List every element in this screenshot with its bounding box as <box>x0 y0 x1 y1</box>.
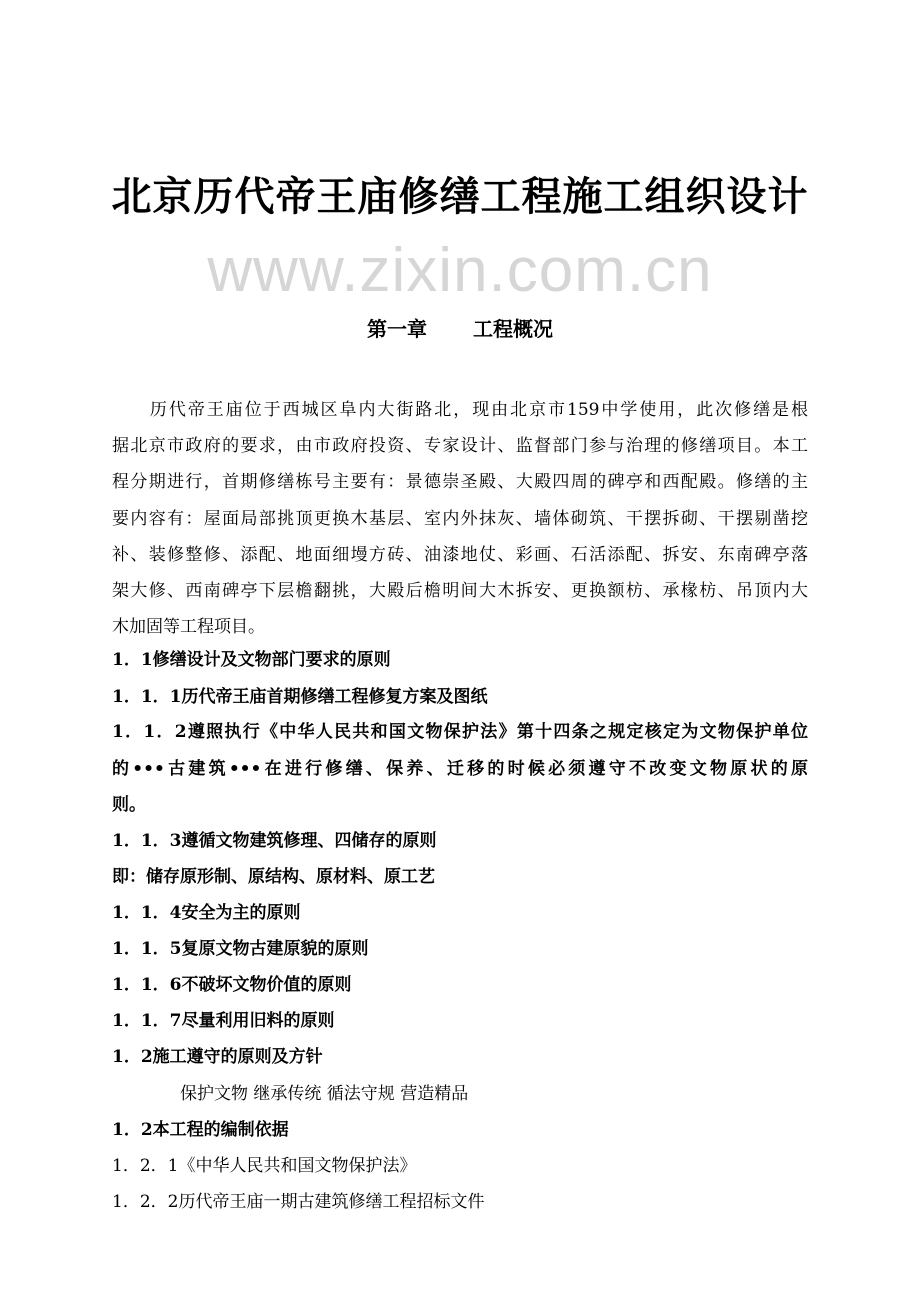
section-text: 则。 <box>112 795 146 815</box>
section-heading: 1．1．7尽量利用旧料的原则 <box>112 1011 335 1031</box>
chapter-name: 工程概况 <box>473 317 553 341</box>
principles-text: 保护文物 继承传统 循法守规 营造精品 <box>112 1084 469 1104</box>
section-heading: 1．1．6不破坏文物价值的原则 <box>112 975 352 995</box>
chapter-heading <box>0 316 920 342</box>
paragraph-line: 木加固等工程项目。 <box>112 617 265 637</box>
section-text: 的•••古建筑•••在进行修缮、保养、迁移的时候必须遵守不改变文物原状的原 <box>112 759 808 779</box>
paragraph-line: 据北京市政府的要求，由市政府投资、专家设计、监督部门参与治理的修缮项目。本工 <box>112 436 808 456</box>
paragraph-line: 架大修、西南碑亭下层檐翻挑，大殿后檐明间大木拆安、更换额枋、承椽枋、吊顶内大 <box>112 581 808 601</box>
section-heading: 1．1修缮设计及文物部门要求的原则 <box>112 650 391 670</box>
section-heading: 1．1．4安全为主的原则 <box>112 903 301 923</box>
document-title: 北京历代帝王庙修缮工程施工组织设计 <box>111 173 809 220</box>
reference-item: 1．2．1《中华人民共和国文物保护法》 <box>112 1156 417 1176</box>
paragraph-line: 要内容有：屋面局部挑顶更换木基层、室内外抹灰、墙体砌筑、干摆拆砌、干摆剔凿挖 <box>112 509 808 529</box>
section-heading: 1．1．3遵循文物建筑修理、四储存的原则 <box>112 831 437 851</box>
section-heading: 1．1．2遵照执行《中华人民共和国文物保护法》第十四条之规定核定为文物保护单位 <box>112 722 808 742</box>
section-heading: 1．2施工遵守的原则及方针 <box>112 1047 323 1067</box>
paragraph-line: 程分期进行，首期修缮栋号主要有：景德崇圣殿、大殿四周的碑亭和西配殿。修缮的主 <box>112 472 808 492</box>
section-heading: 1．1．1历代帝王庙首期修缮工程修复方案及图纸 <box>112 687 488 707</box>
chapter-number: 第一章 <box>367 317 427 341</box>
watermark: www.zixin.com.cn <box>207 236 713 305</box>
section-heading: 1．1．5复原文物古建原貌的原则 <box>112 939 369 959</box>
section-text: 即：储存原形制、原结构、原材料、原工艺 <box>112 867 435 887</box>
paragraph-line: 补、装修整修、添配、地面细墁方砖、油漆地仗、彩画、石活添配、拆安、东南碑亭落 <box>112 545 808 565</box>
paragraph-line: 历代帝王庙位于西城区阜内大街路北，现由北京市159中学使用，此次修缮是根 <box>112 400 808 420</box>
section-heading: 1．2本工程的编制依据 <box>112 1120 289 1140</box>
reference-item: 1．2．2历代帝王庙一期古建筑修缮工程招标文件 <box>112 1192 485 1212</box>
